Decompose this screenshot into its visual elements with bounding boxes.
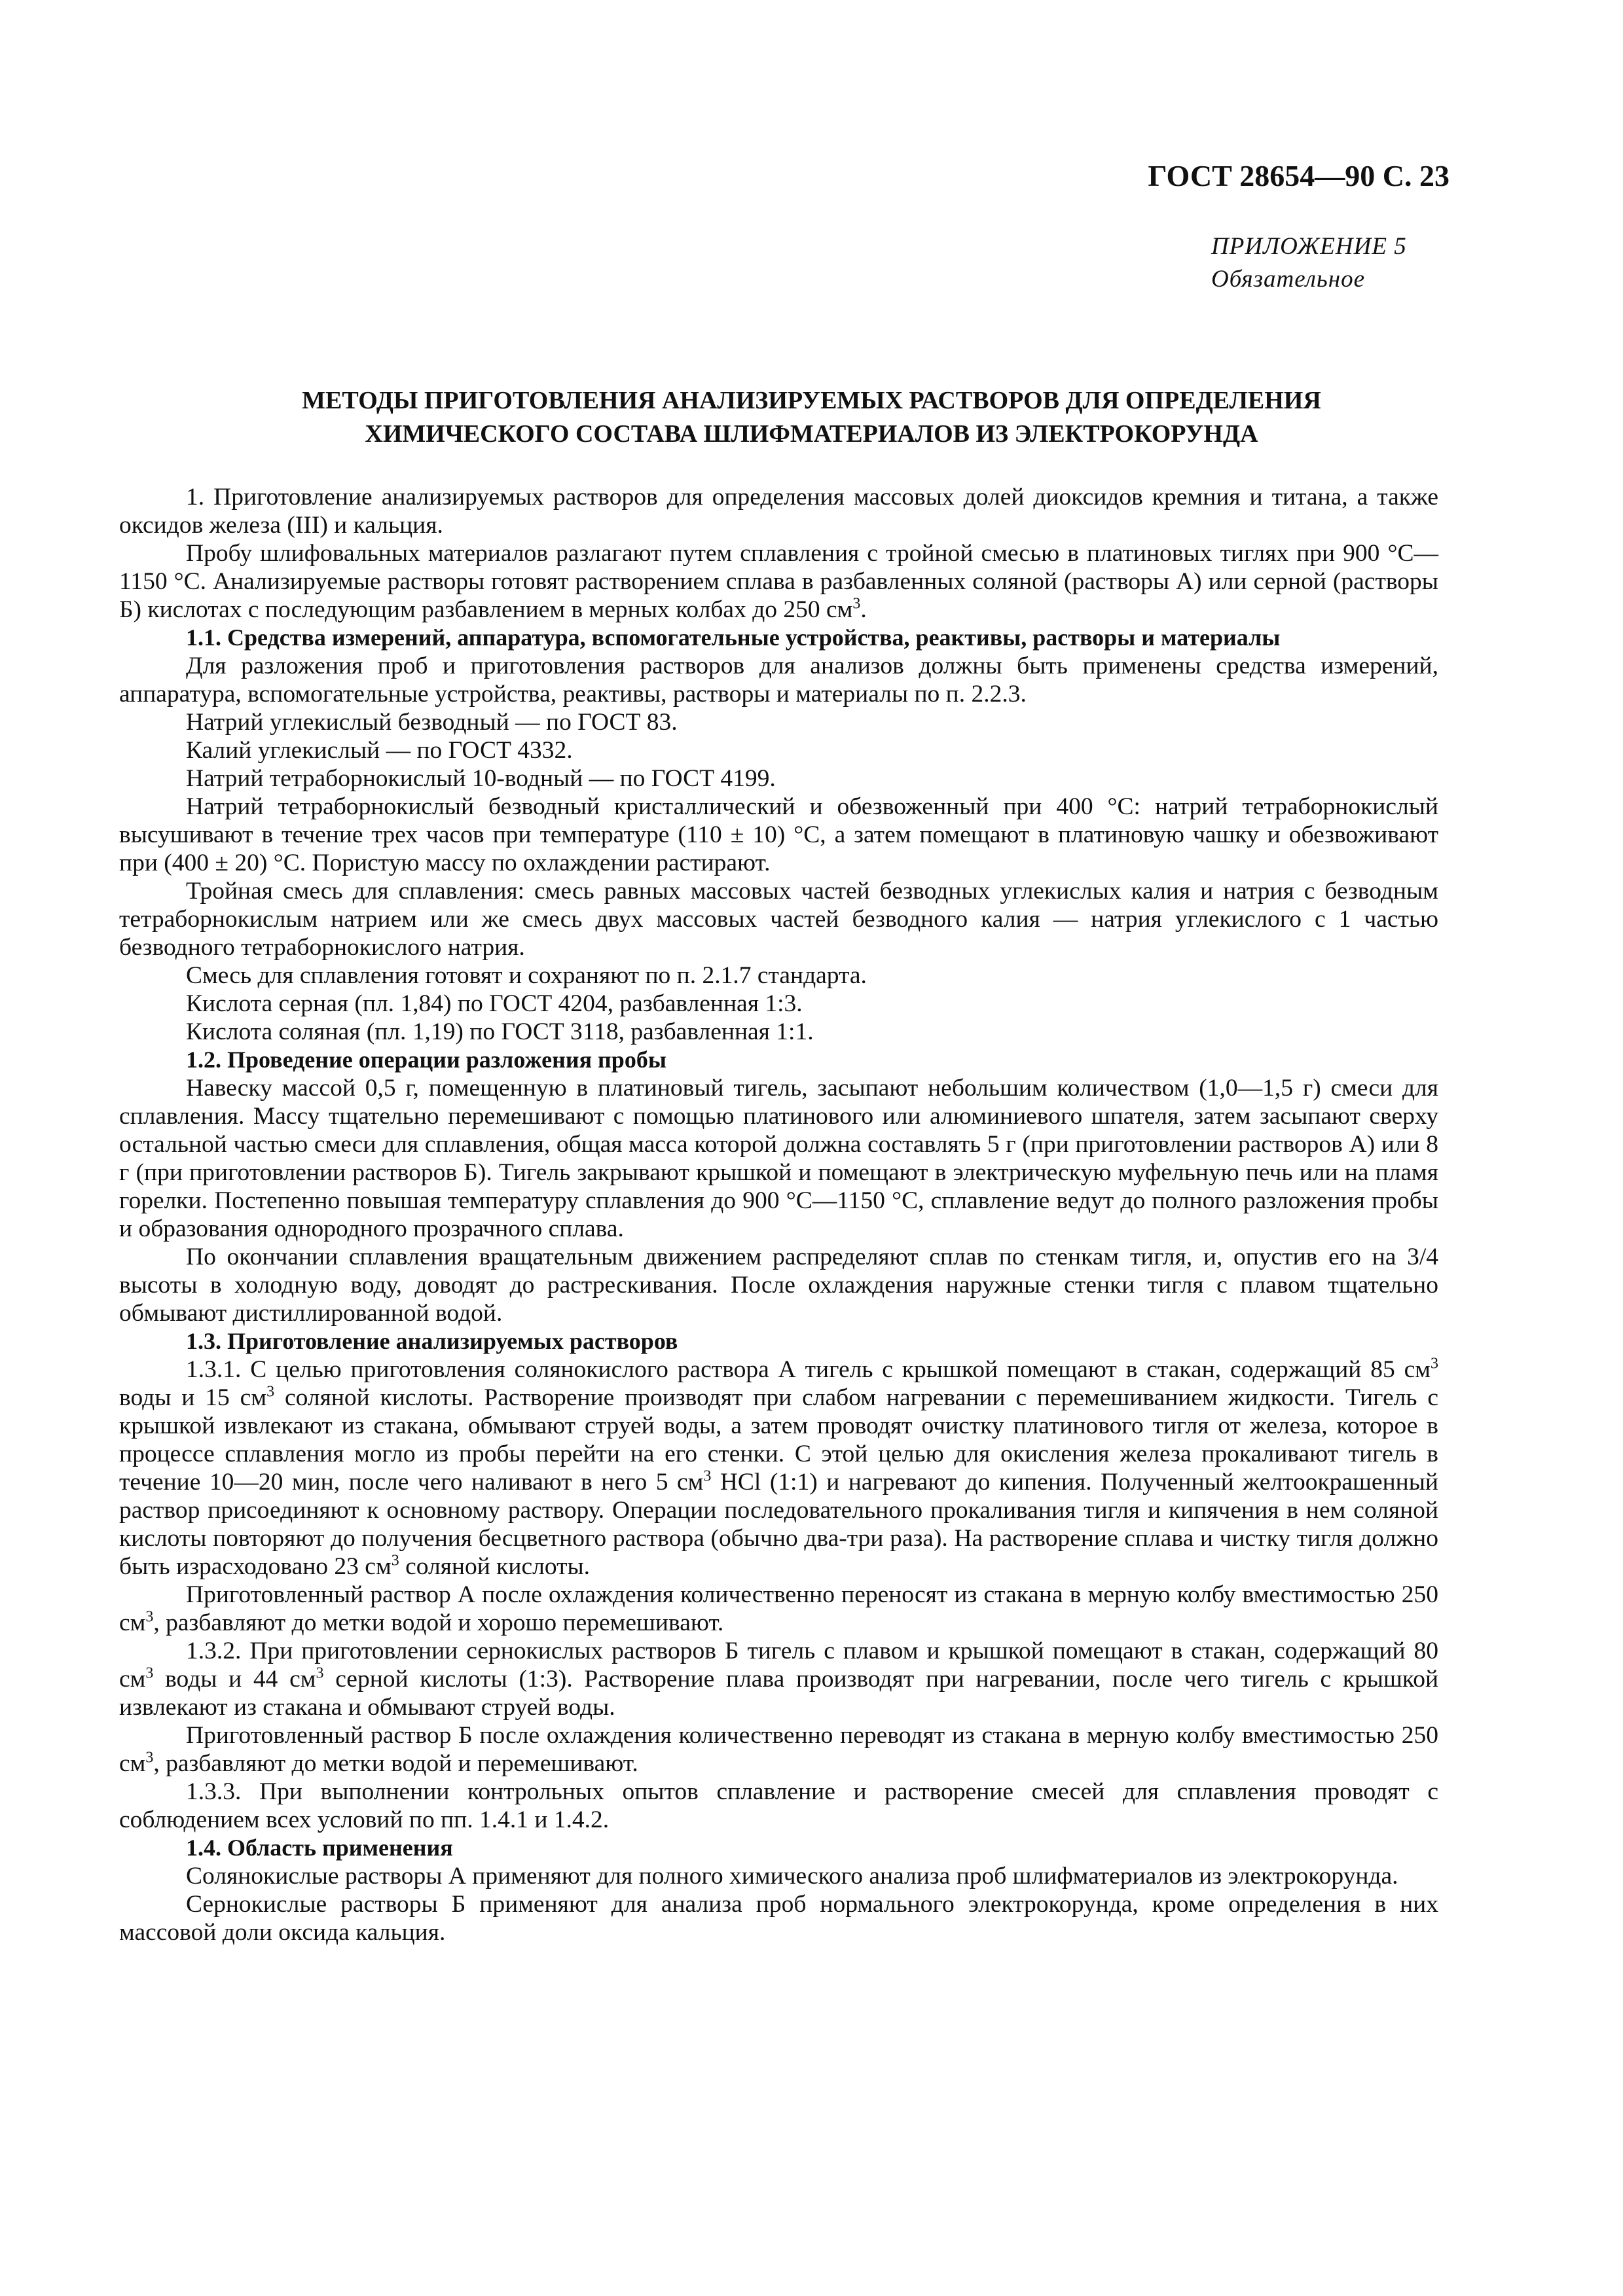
paragraph: Калий углекислый — по ГОСТ 4332. [186,737,573,764]
appendix-status: Обязательное [1211,266,1366,293]
paragraph: Натрий углекислый безводный — по ГОСТ 83. [186,709,678,736]
paragraph: 1.3.2. При приготовлении сернокислых растворов Б тигель с плавом и крышкой помещают в стакан, содержащий 80 $см^3$ воды и 44 $см^3$ серной кислоты (1:3). Растворение плава производят при нагревании, после чего тигель с крышкой извлекают из стакана и обмывают струей воды. [119,1638,1439,1721]
paragraph: Приготовленный раствор А после охлаждения количественно переносят из стакана в мерную колбу вместимостью 250 $см^3$, разбавляют до метки водой и хорошо перемешивают. [119,1581,1438,1636]
document-title [119,384,1504,451]
paragraph: По окончании сплавления вращательным движением распределяют сплав по стенкам тигля, и, опустив его на 3/4 высоты в холодную воду, доводят до растрескивания. После охлаждения наружные стенки тигля с плавом тщательно обмывают дистиллированной водой. [119,1244,1438,1327]
paragraph: Пробу шлифовальных материалов разлагают путем сплавления с тройной смесью в платиновых тиглях при 900 °С—1150 °С. Анализируемые растворы готовят растворением сплава в разбавленных соляной (растворы А) или серной (растворы Б) кислотах с последующим разбавлением в мерных колбах до 250 $см^3$. [119,540,1438,623]
paragraph: Приготовленный раствор Б после охлаждения количественно переводят из стакана в мерную колбу вместимостью 250 $см^3$, разбавляют до метки водой и перемешивают. [119,1722,1438,1777]
appendix-label: ПРИЛОЖЕНИЕ 5 [1211,233,1407,260]
paragraph: Натрий тетраборнокислый 10-водный — по ГОСТ 4199. [186,765,776,792]
paragraph: 1.3.3. При выполнении контрольных опытов сплавление и растворение смесей для сплавления проводят с соблюдением всех условий по пп. 1.4.1 и 1.4.2. [119,1778,1438,1833]
paragraph: Натрий тетраборнокислый безводный кристаллический и обезвоженный при 400 °С: натрий тетраборнокислый высушивают в течение трех часов при температуре (110 ± 10) °С, а затем помещают в платиновую чашку и обезвоживают при (400 ± 20) °С. Пористую массу по охлаждении растирают. [119,793,1438,876]
section-heading: 1.2. Проведение операции разложения пробы [186,1047,666,1073]
document-body [119,483,1438,1946]
section-heading: 1.1. Средства измерений, аппаратура, вспомогательные устройства, реактивы, растворы и материалы [186,624,1281,651]
paragraph: Кислота серная (пл. 1,84) по ГОСТ 4204, разбавленная 1:3. [186,990,803,1017]
paragraph: 1.3.1. С целью приготовления солянокислого раствора А тигель с крышкой помещают в стакан, содержащий 85 $см^3$ воды и 15 $см^3$ соляной кислоты. Растворение производят при слабом нагревании с перемешиванием жидкости. Тигель с крышкой извлекают из стакана, обмывают струей воды, а затем проводят очистку платинового тигля от железа, которое в процессе сплавления могло из пробы перейти на его стенки. С этой целью для окисления железа прокаливают тигель в течение 10—20 мин, после чего наливают в него 5 $см^3$ HCl (1:1) и нагревают до кипения. Полученный желтоокрашенный раствор присоединяют к основному раствору. Операции последовательного прокаливания тигля и кипячения в нем соляной кислоты повторяют до получения бесцветного раствора (обычно два-три раза). На растворение сплава и чистку тигля должно быть израсходовано 23 $см^3$ соляной кислоты. [119,1355,1438,1580]
section-heading: 1.3. Приготовление анализируемых растворов [186,1328,678,1354]
paragraph: Сернокислые растворы Б применяют для анализа проб нормального электрокорунда, кроме определения в них массовой доли оксида кальция. [119,1891,1438,1946]
section-heading: 1.4. Область применения [186,1835,453,1861]
title-line-2: ХИМИЧЕСКОГО СОСТАВА ШЛИФМАТЕРИАЛОВ ИЗ ЭЛЕКТРОКОРУНДА [365,420,1258,448]
page-header: ГОСТ 28654—90 С. 23 [1148,159,1450,192]
paragraph: Смесь для сплавления готовят и сохраняют по п. 2.1.7 стандарта. [186,962,867,989]
paragraph: 1. Приготовление анализируемых растворов для определения массовых долей диоксидов кремния и титана, а также оксидов железа (III) и кальция. [119,484,1438,539]
paragraph: Для разложения проб и приготовления растворов для анализов должны быть применены средства измерений, аппаратура, вспомогательные устройства, реактивы, растворы и материалы по п. 2.2.3. [119,653,1438,708]
appendix-block [1211,230,1407,296]
paragraph: Солянокислые растворы А применяют для полного химического анализа проб шлифматериалов из электрокорунда. [186,1863,1398,1890]
paragraph: Тройная смесь для сплавления: смесь равных массовых частей безводных углекислых калия и натрия с безводным тетраборнокислым натрием или же смесь двух массовых частей безводного калия — натрия углекислого с 1 частью безводного тетраборнокислого натрия. [119,878,1438,961]
title-line-1: МЕТОДЫ ПРИГОТОВЛЕНИЯ АНАЛИЗИРУЕМЫХ РАСТВОРОВ ДЛЯ ОПРЕДЕЛЕНИЯ [302,387,1321,414]
paragraph: Кислота соляная (пл. 1,19) по ГОСТ 3118, разбавленная 1:1. [186,1018,814,1045]
paragraph: Навеску массой 0,5 г, помещенную в платиновый тигель, засыпают небольшим количеством (1,0—1,5 г) смеси для сплавления. Массу тщательно перемешивают с помощью платинового или алюминиевого шпателя, затем засыпают сверху остальной частью смеси для сплавления, общая масса которой должна составлять 5 г (при приготовлении растворов А) или 8 г (при приготовлении растворов Б). Тигель закрывают крышкой и помещают в электрическую муфельную печь или на пламя горелки. Постепенно повышая температуру сплавления до 900 °С—1150 °С, сплавление ведут до полного разложения пробы и образования однородного прозрачного сплава. [119,1075,1438,1242]
